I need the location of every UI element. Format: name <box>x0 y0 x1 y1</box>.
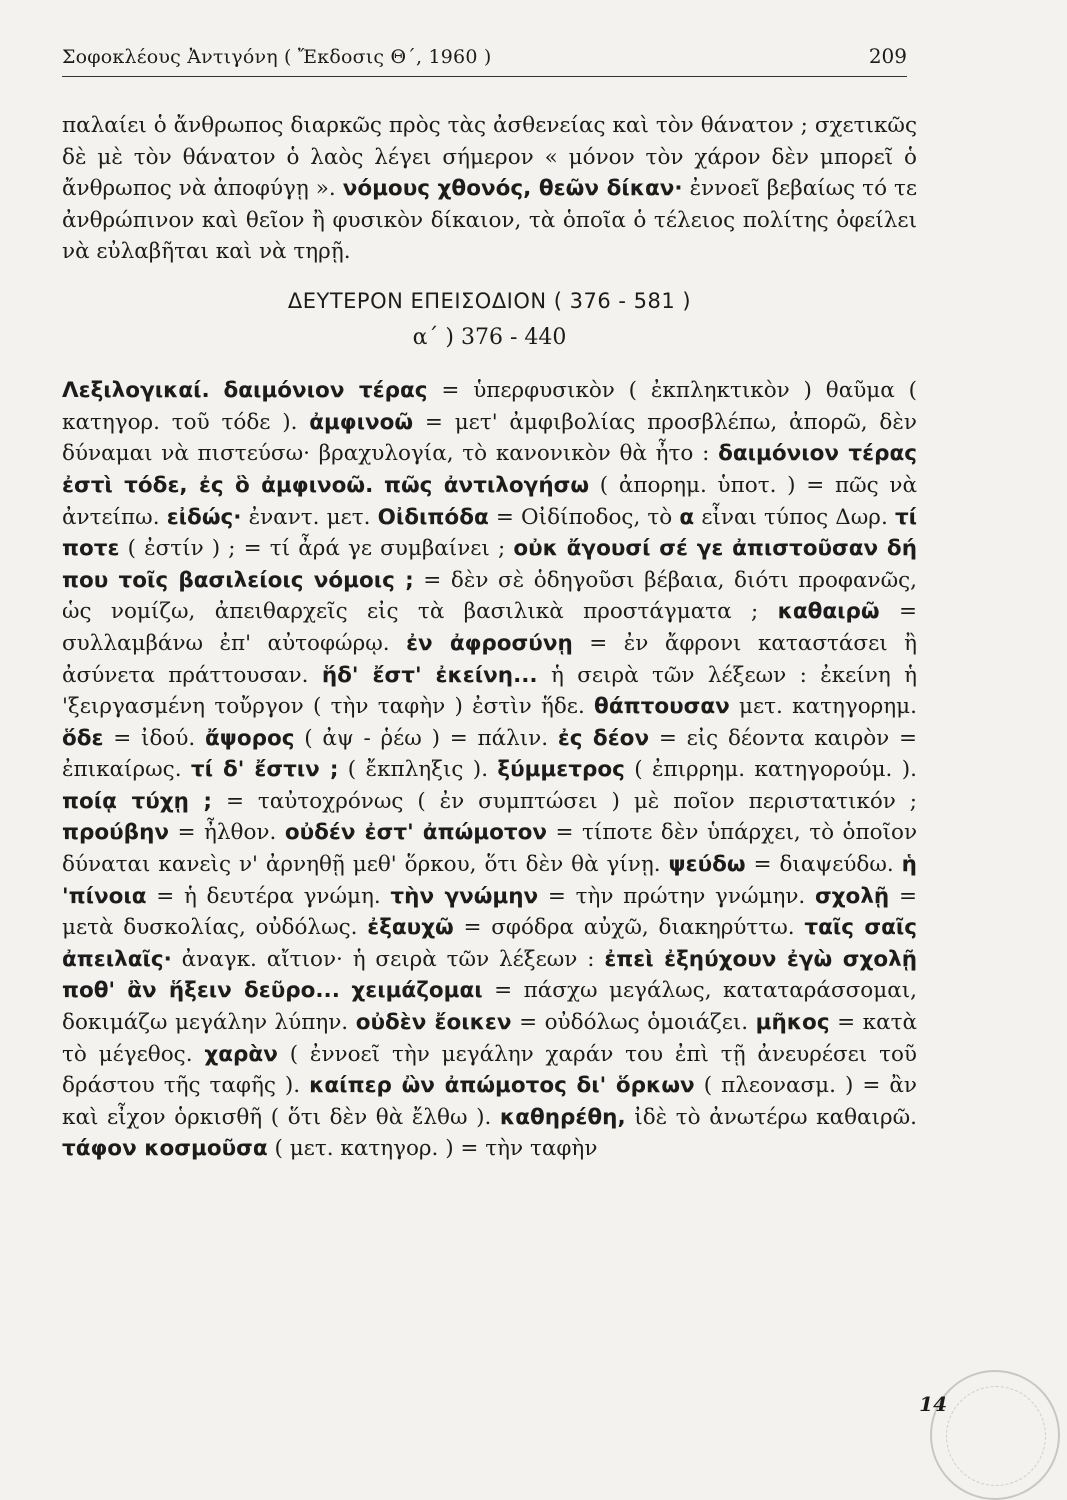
sub-title: α΄ ) 376 - 440 <box>412 324 567 350</box>
page-number: 209 <box>868 44 907 68</box>
gloss: = μετ' ἀμφιβολίας προσβλέπω, ἀπορῶ, δὲν δύναμαι νὰ πιστεύσω· βραχυλογία, τὸ κανονικὸν θὰ ἦτο : <box>62 409 917 467</box>
term: καίπερ ὢν ἀπώμοτος δι' ὅρκων <box>309 1073 695 1099</box>
page-header <box>62 36 907 77</box>
gloss: ( μετ. κατηγορ. ) = τὴν ταφὴν <box>274 1136 598 1162</box>
gloss: = μετὰ δυσκολίας, οὐδόλως. <box>62 883 917 941</box>
gloss: ( ἐπιρρημ. κατηγορούμ. ). <box>634 757 917 783</box>
term: ἀμφινοῶ <box>309 409 414 435</box>
term: ὅδε <box>62 725 104 751</box>
term: οὐδέν ἐστ' ἀπώμοτον <box>284 820 547 846</box>
term: ἐς δέον <box>557 725 650 751</box>
glossary-heading: Λεξιλογικαί. <box>62 378 210 404</box>
term: οὐκ ἄγουσί σέ γε ἀπιστοῦσαν δή που τοῖς βασιλείοις νόμοις ; <box>62 536 917 593</box>
term: χαρὰν <box>204 1041 278 1067</box>
gloss: = δὲν σὲ ὁδηγοῦσι βέβαια, διότι προφανῶς, ὡς νομίζω, ἀπειθαρχεῖς εἰς τὰ βασιλικὰ προστάγματα ; <box>62 567 917 625</box>
term: α <box>679 504 695 530</box>
gloss: = ἦλθον. <box>177 820 277 846</box>
gloss: = συλλαμβάνω ἐπ' αὐτοφώρῳ. <box>62 599 917 656</box>
glossary-paragraph <box>62 375 917 1165</box>
gloss: εἶναι τύπος Δωρ. <box>701 504 888 530</box>
running-head: Σοφοκλέους Ἀντιγόνη ( Ἔκδοσις Θ΄, 1960 ) <box>62 46 492 68</box>
term: ἡ 'πίνοια <box>62 852 917 909</box>
intro-text: ἐννοεῖ βεβαίως τό τε ἀνθρώπινον καὶ θεῖον ἢ φυσικὸν δίκαιον, τὰ ὁποῖα ὁ τέλειος πολίτης ὀφείλει νὰ εὐλαβῆται καὶ νὰ τηρῇ. <box>62 176 918 265</box>
gloss: ( ἀπορημ. ὑποτ. ) = πῶς νὰ ἀντείπω. <box>62 472 917 530</box>
term: Οἰδιπόδα <box>377 504 489 530</box>
term: τάφον κοσμοῦσα <box>62 1136 268 1162</box>
gloss: = εἰς δέοντα καιρὸν = ἐπικαίρως. <box>62 725 917 783</box>
term: ἐπεὶ ἐξηύχουν ἐγὼ σχολῇ ποθ' ἂν ἥξειν δεῦρο... <box>62 946 918 1004</box>
gloss: = τίποτε δὲν ὑπάρχει, τὸ ὁποῖον δύναται κανεὶς ν' ἀρνηθῇ μεθ' ὅρκου, ὅτι δὲν θὰ γίνῃ. <box>62 820 918 878</box>
term: τί δ' ἔστιν ; <box>190 757 339 783</box>
intro-term: νόμους χθονός, θεῶν δίκαν· <box>342 176 683 202</box>
gloss: = οὐδόλως ὁμοιάζει. <box>519 1010 749 1036</box>
term: τί ποτε <box>62 504 918 562</box>
intro-text: παλαίει ὁ ἄνθρωπος διαρκῶς πρὸς τὰς ἀσθενείας καὶ τὸν θάνατον ; σχετικῶς δὲ μὲ τὸν θάνατον ὁ λαὸς λέγει σήμερον « μόνον τὸν χάρον δὲν μπορεῖ ὁ ἄνθρωπος νὰ ἀποφύγῃ ». <box>62 113 917 202</box>
intro-paragraph <box>62 110 917 268</box>
gloss: = ἰδού. <box>113 725 196 751</box>
term: ἄψορος <box>205 725 295 751</box>
term: μῆκος <box>755 1010 830 1036</box>
term: τὴν γνώμην <box>390 883 539 909</box>
gloss: ( ἀψ - ῥέω ) = πάλιν. <box>304 725 549 751</box>
gloss: = κατὰ τὸ μέγεθος. <box>62 1010 917 1067</box>
term: ψεύδω <box>668 852 746 878</box>
gloss: ἐναντ. μετ. <box>248 504 371 530</box>
gloss: ( ἐστίν ) ; = τί ἆρά γε συμβαίνει ; <box>127 536 506 562</box>
term: θάπτουσαν <box>594 694 730 720</box>
signature-mark: 14 <box>919 1392 947 1416</box>
gloss: = διαψεύδω. <box>753 852 894 878</box>
gloss: ( πλεονασμ. ) = ἂν καὶ εἶχον ὁρκισθῆ ( ὅτι δὲν θὰ ἔλθω ). <box>62 1073 917 1130</box>
gloss: = τὴν πρώτην γνώμην. <box>547 883 806 909</box>
gloss: = ἐν ἄφρονι καταστάσει ἢ ἀσύνετα πράττουσαν. <box>62 630 918 688</box>
term: ξύμμετρος <box>497 757 625 783</box>
term: σχολῇ <box>814 883 890 909</box>
gloss: = Οἰδίποδος, τὸ <box>495 504 673 530</box>
section-title: ΔΕΥΤΕΡΟΝ ΕΠΕΙΣΟΔΙΟΝ ( 376 - 581 ) <box>287 288 692 313</box>
term: ἥδ' ἔστ' ἐκείνη... <box>321 662 538 688</box>
gloss: = σφόδρα αὐχῶ, διακηρύττω. <box>463 915 795 941</box>
body-text <box>62 110 917 1165</box>
term: πῶς ἀντιλογήσω <box>383 472 590 498</box>
gloss: = ὑπερφυσικὸν ( ἐκπληκτικὸν ) θαῦμα ( κατηγορ. τοῦ τόδε ). <box>62 378 917 435</box>
term: καθηρέθη, <box>499 1104 626 1130</box>
term: καθαιρῶ <box>777 599 880 625</box>
term: ποίᾳ τύχῃ ; <box>62 788 213 814</box>
gloss: = ταὐτοχρόνως ( ἐν συμπτώσει ) μὲ ποῖον περιστατικόν ; <box>225 788 917 814</box>
gloss: ἡ σειρὰ τῶν λέξεων : ἐκείνη ἡ 'ξειργασμένη τοὔργον ( τὴν ταφὴν ) ἐστὶν ἥδε. <box>62 662 917 720</box>
gloss: ( ἔκπληξις ). <box>347 757 489 783</box>
gloss: ἀναγκ. αἴτιον· ἡ σειρὰ τῶν λέξεων : <box>181 946 595 972</box>
gloss: ἰδὲ τὸ ἀνωτέρω καθαιρῶ. <box>634 1104 918 1130</box>
gloss: = ἡ δευτέρα γνώμη. <box>156 883 381 909</box>
gloss: ( ἐννοεῖ τὴν μεγάλην χαράν του ἐπὶ τῇ ἀνευρέσει τοῦ δράστου τῆς ταφῆς ). <box>62 1041 917 1099</box>
term: εἰδώς· <box>166 504 242 530</box>
term: οὐδὲν ἔοικεν <box>355 1010 512 1036</box>
term: χειμάζομαι <box>351 978 483 1004</box>
term: ταῖς σαῖς ἀπειλαῖς· <box>62 915 917 972</box>
term: προύβην <box>62 820 170 846</box>
term: δαιμόνιον τέρας <box>223 378 428 404</box>
term: ἐξαυχῶ <box>367 915 454 941</box>
gloss: μετ. κατηγορημ. <box>739 694 917 720</box>
gloss: = πάσχω μεγάλως, καταταράσσομαι, δοκιμάζω μεγάλην λύπην. <box>62 978 918 1036</box>
library-stamp <box>930 1370 1060 1500</box>
term: ἐν ἀφροσύνῃ <box>406 630 573 656</box>
term: δαιμόνιον τέρας ἐστὶ τόδε, ἐς ὃ ἀμφινοῶ. <box>62 441 918 498</box>
